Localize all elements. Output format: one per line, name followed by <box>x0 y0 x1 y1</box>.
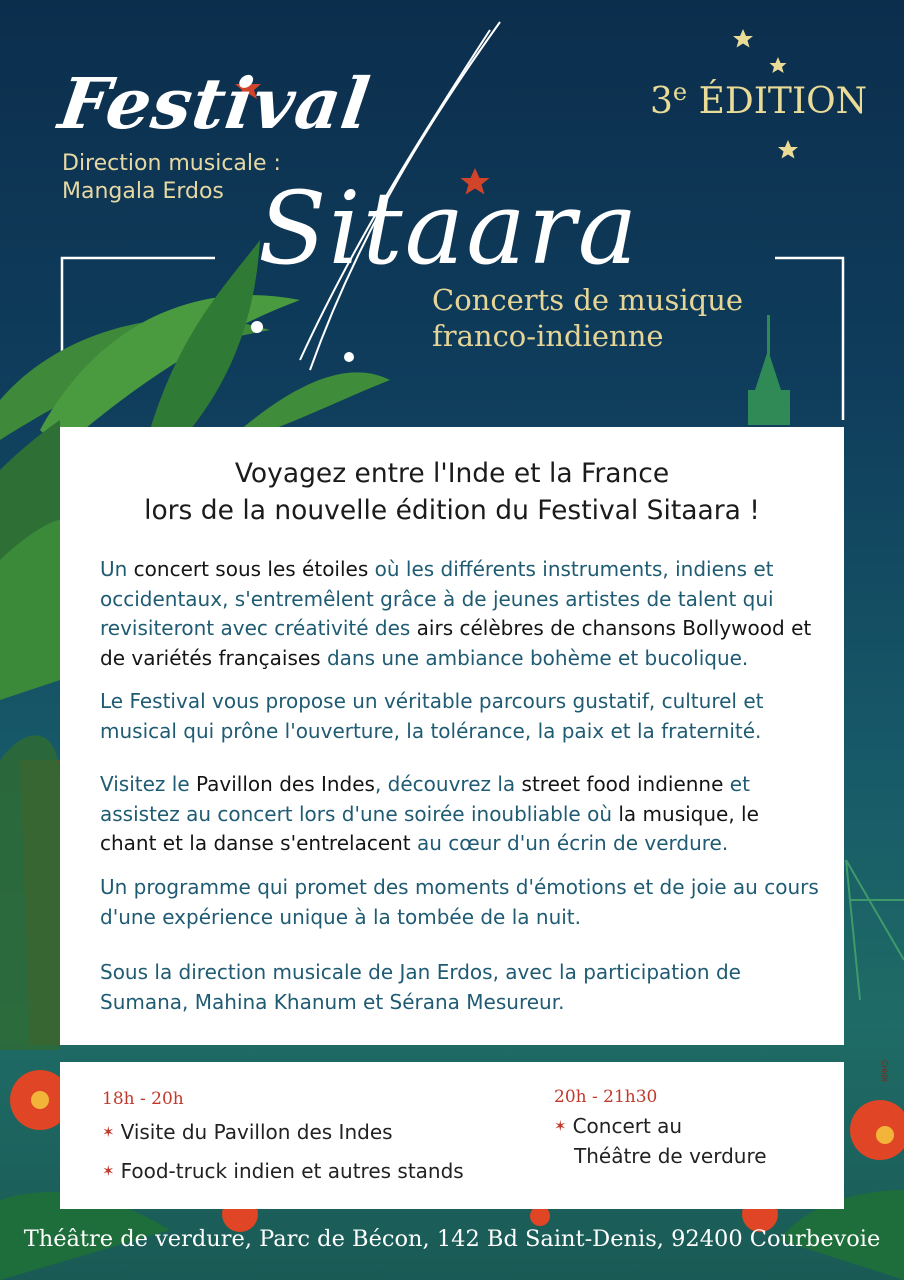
eiffel-tower-icon <box>846 860 904 1000</box>
edition-word: ÉDITION <box>698 81 868 122</box>
edition-suffix: e <box>672 78 688 106</box>
paragraph-text-run: Un <box>100 557 134 581</box>
credit-text: Crédit <box>880 1060 889 1082</box>
schedule-panel <box>60 1062 844 1209</box>
music-direction <box>62 150 281 206</box>
sitaara-logo-text: Sitaara <box>258 170 640 287</box>
schedule-item <box>554 1112 767 1170</box>
edition-badge <box>650 78 867 122</box>
venue-address: Théâtre de verdure, Parc de Bécon, 142 Bd Saint-Denis, 92400 Courbevoie <box>23 1226 881 1252</box>
paragraph-concert <box>100 555 820 673</box>
paragraph-text-run: , découvrez la <box>374 772 522 796</box>
time-slot-1: 18h - 20h <box>102 1089 184 1109</box>
direction-label: Direction musicale : <box>62 151 281 176</box>
paragraph-parcours <box>100 687 820 746</box>
paragraph-text-run: dans une ambiance bohème et bucolique. <box>326 645 749 670</box>
paragraph-text-run: Visitez le <box>100 772 196 796</box>
schedule-item-text: Visite du Pavillon des Indes <box>120 1120 393 1144</box>
paragraph-text-run: au cœur d'un écrin de verdure. <box>417 831 729 855</box>
time-slot-2: 20h - 21h30 <box>554 1087 658 1107</box>
paragraph-text-run: street food indienne <box>521 772 730 796</box>
paragraph-text-run: Pavillon des Indes <box>196 772 375 796</box>
headline-line-2: lors de la nouvelle édition du Festival Sitaara ! <box>144 495 760 526</box>
schedule-item-text: Concert au <box>572 1114 683 1138</box>
dot-icon <box>344 352 354 362</box>
director-name: Mangala Erdos <box>62 179 224 204</box>
paragraph-text-run: la musique, le chant et la danse s'entrelacent <box>100 801 759 855</box>
paragraph-direction <box>100 958 820 1017</box>
paragraph-text-run: Le Festival vous propose un véritable parcours gustatif, culturel et musical qui prône l'ouverture, la tolérance, la paix et la fraternité. <box>100 689 764 743</box>
schedule-item <box>102 1118 393 1148</box>
star-bullet-icon: ✶ <box>554 1117 567 1135</box>
paragraph-programme <box>100 873 820 932</box>
star-bullet-icon: ✶ <box>102 1123 115 1141</box>
schedule-item-text-line-2: Théâtre de verdure <box>574 1144 767 1168</box>
schedule-item <box>102 1157 464 1187</box>
festival-title-word: Festival <box>54 62 376 145</box>
paragraph-text-run: concert sous les étoiles <box>133 557 375 581</box>
edition-number: 3 <box>650 81 673 122</box>
paragraph-text-run: airs célèbres de chansons Bollywood et de variétés françaises <box>100 616 812 670</box>
headline-line-1: Voyagez entre l'Inde et la France <box>234 458 670 489</box>
paragraph-text-run: où les différents instruments, indiens et occidentaux, s'entremêlent grâce à de jeunes artistes de talent qui revisiteront avec créativité des <box>100 557 774 640</box>
description-panel <box>60 427 844 1045</box>
schedule-item-text: Food-truck indien et autres stands <box>120 1159 464 1183</box>
festival-subtitle <box>432 282 743 354</box>
foliage-left-icon <box>0 735 60 1050</box>
tower-icon <box>748 315 790 425</box>
paragraph-text-run: et assistez au concert lors d'une soirée inoubliable où <box>100 772 750 826</box>
dot-icon <box>251 321 263 333</box>
paragraph-text-run: Sous la direction musicale de Jan Erdos, avec la participation de Sumana, Mahina Khanum et Sérana Mesureur. <box>100 960 741 1014</box>
paragraph-text-run: Un programme qui promet des moments d'émotions et de joie au cours d'une expérience unique à la tombée de la nuit. <box>100 875 819 929</box>
paragraph-visit <box>100 770 820 859</box>
subtitle-line-2: franco-indienne <box>432 319 664 353</box>
subtitle-line-1: Concerts de musique <box>432 283 744 317</box>
star-bullet-icon: ✶ <box>102 1162 115 1180</box>
headline <box>60 455 844 529</box>
